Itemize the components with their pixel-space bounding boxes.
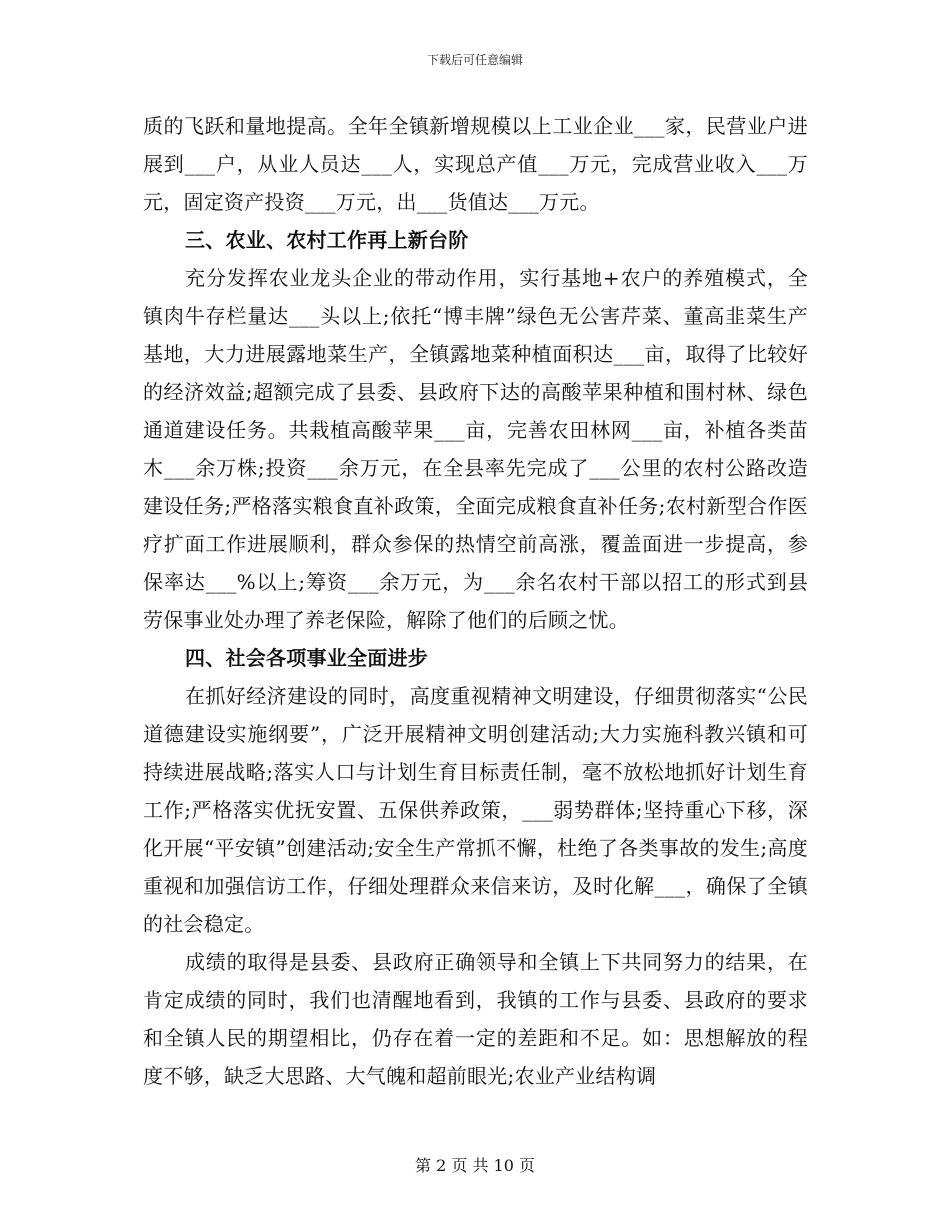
page-header-note: 下载后可任意编辑 [426, 53, 523, 67]
paragraph-industry-summary: 质的飞跃和量地提高。全年全镇新增规模以上工业企业___家，民营业户进展到___户，从业人员达___人，实现总产值___万元，完成营业收入___万元，固定资产投资___万元，出___货值达___万元。 [143, 114, 808, 214]
document-body [143, 107, 808, 1095]
paragraph-social-progress: 在抓好经济建设的同时，高度重视精神文明建设，仔细贯彻落实“公民道德建设实施纲要”，广泛开展精神文明创建活动;大力实施科教兴镇和可持续进展战略;落实人口与计划生育目标责任制，毫不放松地抓好计划生育工作;严格落实优抚安置、五保供养政策，___弱势群体;坚持重心下移，深化开展“平安镇”创建活动;安全生产常抓不懈，杜绝了各类事故的发生;高度重视和加强信访工作，仔细处理群众来信来访，及时化解___，确保了全镇的社会稳定。 [143, 684, 808, 936]
heading-social-progress: 四、社会各项事业全面进步 [185, 646, 428, 670]
page-number-footer: 第 2 页 共 10 页 [415, 1156, 535, 1175]
paragraph-achievements-shortcomings: 成绩的取得是县委、县政府正确领导和全镇上下共同努力的结果，在肯定成绩的同时，我们也清醒地看到，我镇的工作与县委、县政府的要求和全镇人民的期望相比，仍存在着一定的差距和不足。如：思想解放的程度不够，缺乏大思路、大气魄和超前眼光;农业产业结构调 [143, 950, 808, 1088]
paragraph-agriculture: 充分发挥农业龙头企业的带动作用，实行基地+农户的养殖模式，全镇肉牛存栏量达___头以上;依托“博丰牌”绿色无公害芹菜、董高韭菜生产基地，大力进展露地菜生产，全镇露地菜种植面积达___亩，取得了比较好的经济效益;超额完成了县委、县政府下达的高酸苹果种植和围村林、绿色通道建设任务。共栽植高酸苹果___亩，完善农田林网___亩，补植各类苗木___余万株;投资___余万元，在全县率先完成了___公里的农村公路改造建设任务;严格落实粮食直补政策，全面完成粮食直补任务;农村新型合作医疗扩面工作进展顺利，群众参保的热情空前高涨，覆盖面进一步提高，参保率达___%以上;筹资___余万元，为___余名农村干部以招工的形式到县劳保事业处办理了养老保险，解除了他们的后顾之忧。 [143, 266, 808, 632]
heading-agriculture: 三、农业、农村工作再上新台阶 [185, 228, 469, 252]
